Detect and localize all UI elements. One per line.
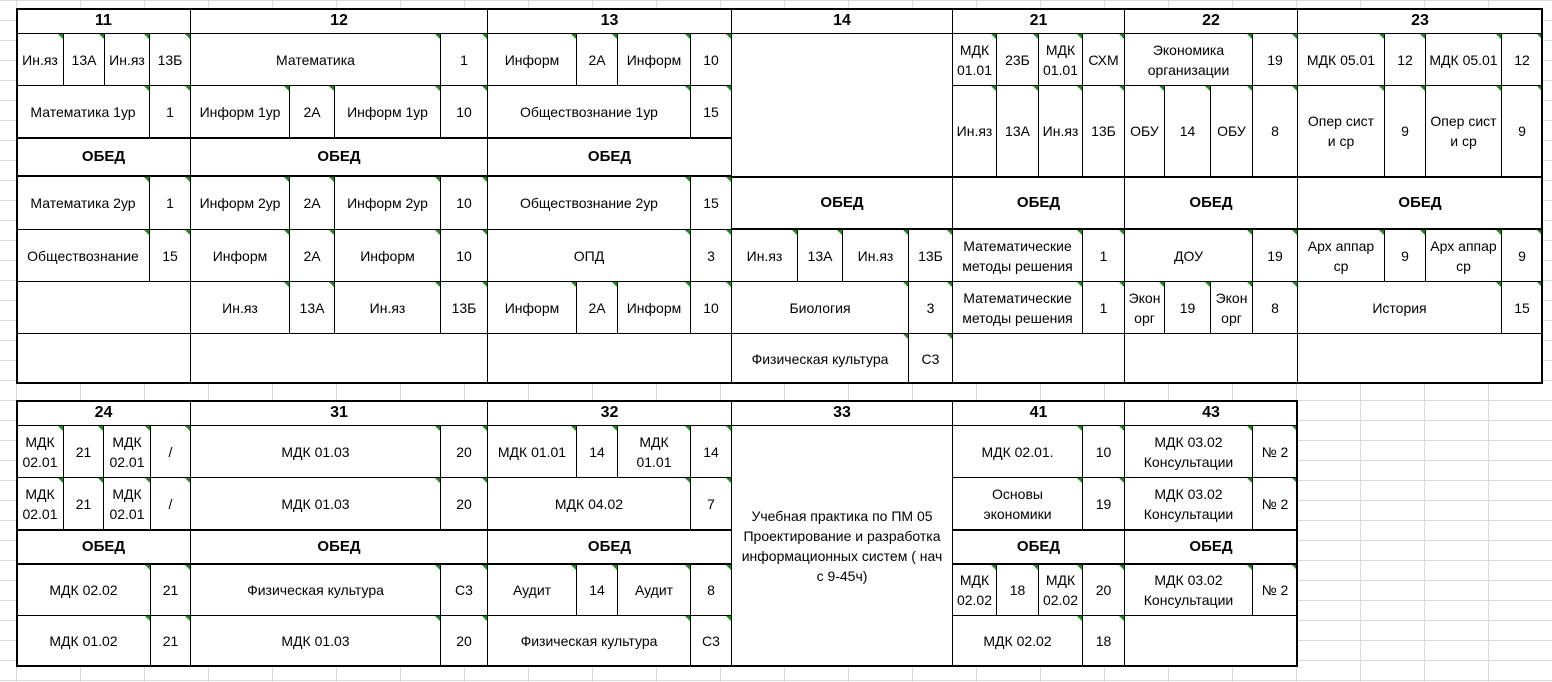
c32-r5-subject[interactable]: Физическая культура: [487, 615, 691, 667]
room-header-21[interactable]: 21: [952, 8, 1125, 34]
c11-r1-subject[interactable]: Ин.яз: [104, 33, 150, 86]
c24-r2-room[interactable]: 21: [63, 477, 104, 530]
c23-r2-room[interactable]: 9: [1384, 85, 1426, 177]
c13-r6-room[interactable]: 2А: [576, 281, 618, 334]
c21-r1-room[interactable]: 23Б: [996, 33, 1039, 86]
c11-r6-empty[interactable]: [16, 281, 191, 334]
c21-r5-room[interactable]: 1: [1082, 229, 1125, 282]
c24-r2-subject[interactable]: МДК 02.01: [16, 477, 64, 530]
c12-r2-room[interactable]: 10: [440, 85, 488, 138]
c21-r2-room[interactable]: 13А: [996, 85, 1039, 177]
c14-r6-subject[interactable]: Биология: [731, 281, 909, 334]
c21-r1-subject[interactable]: МДК 01.01: [1038, 33, 1083, 86]
c22-r6-subject[interactable]: Экон орг: [1124, 281, 1165, 334]
c14-r5-room[interactable]: 13Б: [908, 229, 953, 282]
c11-r1-subject[interactable]: Ин.яз: [16, 33, 64, 86]
room-header-32[interactable]: 32: [487, 400, 732, 426]
c12-r5-room[interactable]: 2А: [289, 229, 335, 282]
c41-r5-room[interactable]: 18: [1082, 615, 1125, 667]
c12-r5-subject[interactable]: Информ: [190, 229, 290, 282]
c41-r4-room[interactable]: 18: [996, 564, 1039, 616]
c13-r1-subject[interactable]: Информ: [617, 33, 691, 86]
c43-r5-empty[interactable]: [1124, 615, 1298, 667]
c32-r1-room[interactable]: 14: [576, 425, 618, 478]
c32-r1-subject[interactable]: МДК 01.01: [617, 425, 691, 478]
c41-r1-room[interactable]: 10: [1082, 425, 1125, 478]
c12-r6-subject[interactable]: Ин.яз: [334, 281, 441, 334]
c22-r6-room[interactable]: 19: [1164, 281, 1211, 334]
c23-r7-empty[interactable]: [1297, 333, 1543, 384]
c43-r1-room[interactable]: № 2: [1252, 425, 1298, 478]
c13-r1-subject[interactable]: Информ: [487, 33, 577, 86]
room-header-11[interactable]: 11: [16, 8, 191, 34]
c14-r5-subject[interactable]: Ин.яз: [731, 229, 798, 282]
c11-r4-subject[interactable]: Математика 2ур: [16, 176, 150, 230]
c14-r6-room[interactable]: 3: [908, 281, 953, 334]
c21-r2-room[interactable]: 13Б: [1082, 85, 1125, 177]
room-header-31[interactable]: 31: [190, 400, 488, 426]
c21-r5-subject[interactable]: Математические методы решения: [952, 229, 1083, 282]
c23-r1-room[interactable]: 12: [1501, 33, 1543, 86]
c33-practice-merged[interactable]: Учебная практика по ПМ 05 Проектирование и разработка информационных систем ( нач с 9-45ч): [731, 425, 953, 667]
c12-r1-room[interactable]: 1: [440, 33, 488, 86]
lunch-c41[interactable]: ОБЕД: [952, 529, 1125, 565]
c23-r5-subject[interactable]: Арх аппар ср: [1425, 229, 1502, 282]
c21-r2-subject[interactable]: Ин.яз: [1038, 85, 1083, 177]
c31-r5-room[interactable]: 20: [440, 615, 488, 667]
c21-r1-room[interactable]: СХМ: [1082, 33, 1125, 86]
c43-r2-room[interactable]: № 2: [1252, 477, 1298, 530]
c32-r4-subject[interactable]: Аудит: [617, 564, 691, 616]
c21-r6-subject[interactable]: Математические методы решения: [952, 281, 1083, 334]
room-header-23[interactable]: 23: [1297, 8, 1543, 34]
room-header-41[interactable]: 41: [952, 400, 1125, 426]
c23-r5-room[interactable]: 9: [1384, 229, 1426, 282]
c32-r1-room[interactable]: 14: [690, 425, 732, 478]
c22-r2-subject[interactable]: ОБУ: [1124, 85, 1165, 177]
c22-r5-subject[interactable]: ДОУ: [1124, 229, 1253, 282]
c12-r2-room[interactable]: 2А: [289, 85, 335, 138]
c14-r5-subject[interactable]: Ин.яз: [842, 229, 909, 282]
c14-r7-room[interactable]: С3: [908, 333, 953, 384]
c22-r1-subject[interactable]: Экономика организации: [1124, 33, 1253, 86]
c23-r2-subject[interactable]: Опер сист и ср: [1425, 85, 1502, 177]
c13-r1-room[interactable]: 2А: [576, 33, 618, 86]
c23-r6-subject[interactable]: История: [1297, 281, 1502, 334]
c13-r1-room[interactable]: 10: [690, 33, 732, 86]
c12-r2-subject[interactable]: Информ 1ур: [334, 85, 441, 138]
c41-r2-room[interactable]: 19: [1082, 477, 1125, 530]
room-header-24[interactable]: 24: [16, 400, 191, 426]
c23-r5-room[interactable]: 9: [1501, 229, 1543, 282]
c11-r5-room[interactable]: 15: [149, 229, 191, 282]
c11-r1-room[interactable]: 13Б: [149, 33, 191, 86]
lunch-c22[interactable]: ОБЕД: [1124, 176, 1298, 230]
lunch-c13[interactable]: ОБЕД: [487, 137, 732, 177]
c11-r1-room[interactable]: 13А: [63, 33, 105, 86]
c32-r1-subject[interactable]: МДК 01.01: [487, 425, 577, 478]
c24-r1-room[interactable]: /: [150, 425, 191, 478]
c41-r5-subject[interactable]: МДК 02.02: [952, 615, 1083, 667]
c31-r2-room[interactable]: 20: [440, 477, 488, 530]
c22-r2-room[interactable]: 8: [1252, 85, 1298, 177]
lunch-c32[interactable]: ОБЕД: [487, 529, 732, 565]
c13-r6-room[interactable]: 10: [690, 281, 732, 334]
c22-r5-room[interactable]: 19: [1252, 229, 1298, 282]
c14-empty-top[interactable]: [731, 33, 953, 177]
lunch-c23[interactable]: ОБЕД: [1297, 176, 1543, 230]
c12-r6-room[interactable]: 13А: [289, 281, 335, 334]
c14-r5-room[interactable]: 13А: [797, 229, 843, 282]
room-header-33[interactable]: 33: [731, 400, 953, 426]
c21-r7-empty[interactable]: [952, 333, 1125, 384]
c13-r4-room[interactable]: 15: [690, 176, 732, 230]
c31-r2-subject[interactable]: МДК 01.03: [190, 477, 441, 530]
c11-r4-room[interactable]: 1: [149, 176, 191, 230]
c13-r6-subject[interactable]: Информ: [487, 281, 577, 334]
c23-r5-subject[interactable]: Арх аппар ср: [1297, 229, 1385, 282]
c11-r5-subject[interactable]: Обществознание: [16, 229, 150, 282]
c22-r2-room[interactable]: 14: [1164, 85, 1211, 177]
c32-r5-room[interactable]: С3: [690, 615, 732, 667]
c23-r2-subject[interactable]: Опер сист и ср: [1297, 85, 1385, 177]
c13-r5-room[interactable]: 3: [690, 229, 732, 282]
c23-r2-room[interactable]: 9: [1501, 85, 1543, 177]
c23-r1-subject[interactable]: МДК 05.01: [1297, 33, 1385, 86]
c24-r1-room[interactable]: 21: [63, 425, 104, 478]
c21-r2-subject[interactable]: Ин.яз: [952, 85, 997, 177]
c12-r1-subject[interactable]: Математика: [190, 33, 441, 86]
c13-r6-subject[interactable]: Информ: [617, 281, 691, 334]
c24-r5-room[interactable]: 21: [150, 615, 191, 667]
c23-r1-room[interactable]: 12: [1384, 33, 1426, 86]
c32-r2-room[interactable]: 7: [690, 477, 732, 530]
c31-r5-subject[interactable]: МДК 01.03: [190, 615, 441, 667]
room-header-12[interactable]: 12: [190, 8, 488, 34]
lunch-c43[interactable]: ОБЕД: [1124, 529, 1298, 565]
lunch-c14[interactable]: ОБЕД: [731, 176, 953, 230]
c41-r2-subject[interactable]: Основы экономики: [952, 477, 1083, 530]
c12-r6-subject[interactable]: Ин.яз: [190, 281, 290, 334]
c41-r4-subject[interactable]: МДК 02.02: [952, 564, 997, 616]
c12-r4-room[interactable]: 2А: [289, 176, 335, 230]
c11-r7-empty[interactable]: [16, 333, 191, 384]
c31-r1-subject[interactable]: МДК 01.03: [190, 425, 441, 478]
c31-r4-room[interactable]: С3: [440, 564, 488, 616]
c32-r4-subject[interactable]: Аудит: [487, 564, 577, 616]
c41-r4-room[interactable]: 20: [1082, 564, 1125, 616]
c41-r1-subject[interactable]: МДК 02.01.: [952, 425, 1083, 478]
c43-r2-subject[interactable]: МДК 03.02 Консультации: [1124, 477, 1253, 530]
c12-r5-room[interactable]: 10: [440, 229, 488, 282]
c43-r1-subject[interactable]: МДК 03.02 Консультации: [1124, 425, 1253, 478]
c22-r1-room[interactable]: 19: [1252, 33, 1298, 86]
c43-r4-subject[interactable]: МДК 03.02 Консультации: [1124, 564, 1253, 616]
c24-r4-room[interactable]: 21: [150, 564, 191, 616]
c13-r2-room[interactable]: 15: [690, 85, 732, 138]
room-header-14[interactable]: 14: [731, 8, 953, 34]
room-header-43[interactable]: 43: [1124, 400, 1298, 426]
c12-r4-subject[interactable]: Информ 2ур: [334, 176, 441, 230]
c24-r1-subject[interactable]: МДК 02.01: [103, 425, 151, 478]
c13-r7-empty[interactable]: [487, 333, 732, 384]
c22-r6-subject[interactable]: Экон орг: [1210, 281, 1253, 334]
c13-r4-subject[interactable]: Обществознание 2ур: [487, 176, 691, 230]
room-header-22[interactable]: 22: [1124, 8, 1298, 34]
lunch-c24[interactable]: ОБЕД: [16, 529, 191, 565]
c24-r4-subject[interactable]: МДК 02.02: [16, 564, 151, 616]
c23-r6-room[interactable]: 15: [1501, 281, 1543, 334]
c43-r4-room[interactable]: № 2: [1252, 564, 1298, 616]
lunch-c12[interactable]: ОБЕД: [190, 137, 488, 177]
c31-r1-room[interactable]: 20: [440, 425, 488, 478]
c12-r7-empty[interactable]: [190, 333, 488, 384]
c12-r6-room[interactable]: 13Б: [440, 281, 488, 334]
c24-r2-room[interactable]: /: [150, 477, 191, 530]
c32-r4-room[interactable]: 8: [690, 564, 732, 616]
c21-r1-subject[interactable]: МДК 01.01: [952, 33, 997, 86]
c13-r2-subject[interactable]: Обществознание 1ур: [487, 85, 691, 138]
c13-r5-subject[interactable]: ОПД: [487, 229, 691, 282]
c11-r2-room[interactable]: 1: [149, 85, 191, 138]
c21-r6-room[interactable]: 1: [1082, 281, 1125, 334]
lunch-c11[interactable]: ОБЕД: [16, 137, 191, 177]
lunch-c21[interactable]: ОБЕД: [952, 176, 1125, 230]
c12-r4-subject[interactable]: Информ 2ур: [190, 176, 290, 230]
c12-r4-room[interactable]: 10: [440, 176, 488, 230]
c14-r7-subject[interactable]: Физическая культура: [731, 333, 909, 384]
room-header-13[interactable]: 13: [487, 8, 732, 34]
c24-r5-subject[interactable]: МДК 01.02: [16, 615, 151, 667]
c32-r2-subject[interactable]: МДК 04.02: [487, 477, 691, 530]
c11-r2-subject[interactable]: Математика 1ур: [16, 85, 150, 138]
c23-r1-subject[interactable]: МДК 05.01: [1425, 33, 1502, 86]
c32-r4-room[interactable]: 14: [576, 564, 618, 616]
c22-r2-subject[interactable]: ОБУ: [1210, 85, 1253, 177]
c31-r4-subject[interactable]: Физическая культура: [190, 564, 441, 616]
c24-r1-subject[interactable]: МДК 02.01: [16, 425, 64, 478]
lunch-c31[interactable]: ОБЕД: [190, 529, 488, 565]
c22-r6-room[interactable]: 8: [1252, 281, 1298, 334]
c12-r2-subject[interactable]: Информ 1ур: [190, 85, 290, 138]
c41-r4-subject[interactable]: МДК 02.02: [1038, 564, 1083, 616]
c12-r5-subject[interactable]: Информ: [334, 229, 441, 282]
c22-r7-empty[interactable]: [1124, 333, 1298, 384]
c24-r2-subject[interactable]: МДК 02.01: [103, 477, 151, 530]
